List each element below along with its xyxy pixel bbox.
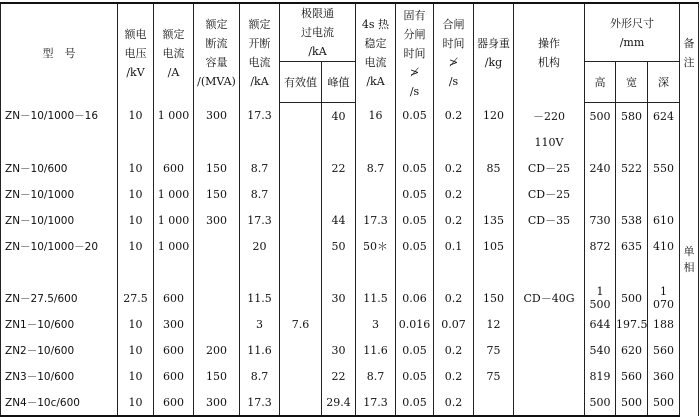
- cell-breaking-current: 3: [240, 311, 280, 337]
- cell-dim-depth: 188: [648, 311, 680, 337]
- cell-opening-time: 0.05: [396, 337, 434, 363]
- table-row: [1, 129, 699, 155]
- cell-mechanism: [514, 233, 585, 259]
- table-row: [1, 311, 699, 337]
- header-rated-current: 额定 电流 /A: [154, 3, 194, 103]
- cell-rated-current: 600: [154, 363, 194, 389]
- cell-weight: [474, 181, 514, 207]
- cell-model: ZN－10/1000－16: [1, 103, 118, 130]
- cell-limit-rms: [280, 103, 322, 130]
- cell-dim-depth: 550: [648, 155, 680, 181]
- cell-limit-peak: 40: [322, 103, 356, 130]
- cell-breaking-current: [240, 259, 280, 285]
- cell-dim-height: 240: [585, 155, 616, 181]
- cell-thermal-4s: 11.6: [356, 337, 396, 363]
- header-limit-current: 极限通 过电流 /kA: [280, 3, 356, 62]
- cell-closing-time: 0.2: [434, 155, 474, 181]
- cell-opening-time: 0.05: [396, 207, 434, 233]
- cell-mechanism: CD－25: [514, 155, 585, 181]
- cell-dim-width: 522: [616, 155, 648, 181]
- cell-breaking-capacity: 150: [194, 363, 240, 389]
- cell-rated-voltage: 10: [118, 103, 154, 130]
- cell-breaking-capacity: 150: [194, 181, 240, 207]
- cell-weight: 135: [474, 207, 514, 233]
- cell-opening-time: [396, 259, 434, 285]
- cell-dim-height: 730: [585, 207, 616, 233]
- cell-model: ZN－10/600: [1, 155, 118, 181]
- cell-closing-time: 0.2: [434, 285, 474, 311]
- cell-dim-width: 197.5: [616, 311, 648, 337]
- cell-limit-peak: 30: [322, 285, 356, 311]
- cell-dim-height: 819: [585, 363, 616, 389]
- cell-model: [1, 129, 118, 155]
- cell-closing-time: 0.2: [434, 337, 474, 363]
- cell-dim-width: 538: [616, 207, 648, 233]
- cell-thermal-4s: 8.7: [356, 363, 396, 389]
- cell-breaking-current: 8.7: [240, 181, 280, 207]
- cell-closing-time: [434, 259, 474, 285]
- cell-breaking-capacity: [194, 259, 240, 285]
- cell-rated-voltage: [118, 129, 154, 155]
- cell-breaking-current: [240, 129, 280, 155]
- cell-dim-height: [585, 181, 616, 207]
- cell-breaking-capacity: 300: [194, 389, 240, 416]
- cell-weight: 105: [474, 233, 514, 259]
- header-limit-peak: 峰值: [322, 62, 356, 103]
- cell-mechanism: [514, 363, 585, 389]
- cell-closing-time: 0.2: [434, 207, 474, 233]
- cell-mechanism: CD－35: [514, 207, 585, 233]
- cell-closing-time: 0.1: [434, 233, 474, 259]
- cell-breaking-current: 8.7: [240, 363, 280, 389]
- cell-dim-height: 644: [585, 311, 616, 337]
- cell-breaking-capacity: [194, 129, 240, 155]
- cell-dim-height: 500: [585, 389, 616, 416]
- cell-opening-time: 0.05: [396, 389, 434, 416]
- cell-limit-peak: [322, 259, 356, 285]
- table-row: [1, 207, 699, 233]
- cell-dim-depth: 560: [648, 337, 680, 363]
- cell-weight: [474, 129, 514, 155]
- cell-model: ZN4－10c/600: [1, 389, 118, 416]
- cell-weight: 75: [474, 337, 514, 363]
- cell-thermal-4s: 3: [356, 311, 396, 337]
- header-dim-height: 高: [585, 62, 616, 103]
- cell-dim-width: 500: [616, 285, 648, 311]
- cell-weight: 150: [474, 285, 514, 311]
- cell-rated-current: 1 000: [154, 207, 194, 233]
- cell-breaking-current: 17.3: [240, 103, 280, 130]
- cell-limit-rms: [280, 389, 322, 416]
- cell-thermal-4s: 8.7: [356, 155, 396, 181]
- cell-dim-width: 580: [616, 103, 648, 130]
- cell-model: ZN－10/1000: [1, 181, 118, 207]
- cell-limit-rms: [280, 233, 322, 259]
- cell-mechanism: CD－40G: [514, 285, 585, 311]
- cell-limit-peak: 44: [322, 207, 356, 233]
- cell-model: [1, 259, 118, 285]
- cell-dim-depth: 360: [648, 363, 680, 389]
- cell-rated-current: 600: [154, 337, 194, 363]
- cell-dim-height: 500: [585, 103, 616, 130]
- cell-closing-time: [434, 129, 474, 155]
- table-row: [1, 181, 699, 207]
- cell-thermal-4s: 50＊: [356, 233, 396, 259]
- cell-thermal-4s: 17.3: [356, 207, 396, 233]
- table-row: [1, 363, 699, 389]
- cell-opening-time: 0.05: [396, 363, 434, 389]
- cell-mechanism: [514, 389, 585, 416]
- cell-closing-time: 0.2: [434, 181, 474, 207]
- cell-dim-width: 635: [616, 233, 648, 259]
- cell-mechanism: [514, 337, 585, 363]
- cell-opening-time: 0.06: [396, 285, 434, 311]
- cell-breaking-capacity: [194, 285, 240, 311]
- header-opening-time: 固有 分闸 时间 ≯ /s: [396, 3, 434, 103]
- cell-dim-height: 1 500: [585, 285, 616, 311]
- cell-model: ZN3－10/600: [1, 363, 118, 389]
- cell-opening-time: 0.05: [396, 233, 434, 259]
- cell-rated-voltage: 10: [118, 337, 154, 363]
- cell-dim-depth: 624: [648, 103, 680, 130]
- table-row: [1, 389, 699, 416]
- cell-dim-height: [585, 129, 616, 155]
- cell-weight: 85: [474, 155, 514, 181]
- cell-weight: 12: [474, 311, 514, 337]
- cell-dim-height: [585, 259, 616, 285]
- cell-limit-peak: [322, 129, 356, 155]
- cell-note: 单相: [680, 103, 699, 417]
- header-weight: 器身重 /kg: [474, 3, 514, 103]
- cell-limit-peak: 30: [322, 337, 356, 363]
- cell-rated-current: 600: [154, 389, 194, 416]
- cell-mechanism: CD－25: [514, 181, 585, 207]
- cell-breaking-current: 11.5: [240, 285, 280, 311]
- cell-rated-current: 300: [154, 311, 194, 337]
- header-dimensions: 外形尺寸 /mm: [585, 3, 680, 62]
- header-breaking-capacity: 额定 断流 容量 /(MVA): [194, 3, 240, 103]
- cell-model: ZN－10/1000: [1, 207, 118, 233]
- cell-limit-rms: [280, 181, 322, 207]
- cell-rated-voltage: 10: [118, 389, 154, 416]
- cell-mechanism: 110V: [514, 129, 585, 155]
- cell-rated-voltage: [118, 259, 154, 285]
- cell-limit-rms: [280, 129, 322, 155]
- cell-breaking-capacity: 300: [194, 103, 240, 130]
- cell-dim-depth: 1 070: [648, 285, 680, 311]
- cell-thermal-4s: 16: [356, 103, 396, 130]
- header-breaking-current: 额定 开断 电流 /kA: [240, 3, 280, 103]
- cell-rated-current: 600: [154, 155, 194, 181]
- cell-limit-rms: [280, 155, 322, 181]
- cell-rated-current: [154, 259, 194, 285]
- cell-breaking-capacity: 300: [194, 207, 240, 233]
- cell-limit-rms: [280, 363, 322, 389]
- cell-model: ZN－10/1000－20: [1, 233, 118, 259]
- cell-rated-current: [154, 129, 194, 155]
- cell-rated-voltage: 10: [118, 363, 154, 389]
- cell-limit-rms: [280, 337, 322, 363]
- cell-model: ZN2－10/600: [1, 337, 118, 363]
- cell-rated-voltage: 10: [118, 155, 154, 181]
- cell-dim-width: 560: [616, 363, 648, 389]
- cell-rated-voltage: 10: [118, 311, 154, 337]
- cell-opening-time: 0.05: [396, 103, 434, 130]
- cell-limit-peak: 29.4: [322, 389, 356, 416]
- cell-dim-depth: [648, 259, 680, 285]
- cell-dim-depth: [648, 181, 680, 207]
- header-note: 备注: [680, 3, 699, 103]
- cell-thermal-4s: 11.5: [356, 285, 396, 311]
- cell-opening-time: 0.05: [396, 181, 434, 207]
- cell-dim-depth: 410: [648, 233, 680, 259]
- cell-dim-width: 500: [616, 389, 648, 416]
- cell-rated-voltage: 10: [118, 233, 154, 259]
- cell-opening-time: [396, 129, 434, 155]
- cell-limit-rms: [280, 285, 322, 311]
- cell-dim-depth: 500: [648, 389, 680, 416]
- cell-mechanism: [514, 259, 585, 285]
- cell-mechanism: －220: [514, 103, 585, 130]
- header-rated-voltage: 额电 电压 /kV: [118, 3, 154, 103]
- cell-limit-rms: [280, 207, 322, 233]
- cell-dim-width: [616, 181, 648, 207]
- cell-opening-time: 0.05: [396, 155, 434, 181]
- cell-closing-time: 0.2: [434, 363, 474, 389]
- cell-rated-voltage: 27.5: [118, 285, 154, 311]
- header-closing-time: 合闸 时间 ≯ /s: [434, 3, 474, 103]
- cell-weight: 120: [474, 103, 514, 130]
- cell-limit-peak: 50: [322, 233, 356, 259]
- header-model: 型 号: [1, 3, 118, 103]
- cell-limit-rms: 7.6: [280, 311, 322, 337]
- cell-breaking-current: 8.7: [240, 155, 280, 181]
- cell-model: ZN－27.5/600: [1, 285, 118, 311]
- cell-opening-time: 0.016: [396, 311, 434, 337]
- header-dim-depth: 深: [648, 62, 680, 103]
- header-thermal-4s: 4s 热 稳定 电流 /kA: [356, 3, 396, 103]
- cell-thermal-4s: [356, 129, 396, 155]
- cell-thermal-4s: 17.3: [356, 389, 396, 416]
- cell-dim-width: 620: [616, 337, 648, 363]
- header-limit-rms: 有效值: [280, 62, 322, 103]
- table-row: [1, 233, 699, 259]
- cell-limit-peak: 22: [322, 363, 356, 389]
- cell-limit-peak: 22: [322, 155, 356, 181]
- cell-weight: [474, 389, 514, 416]
- cell-breaking-capacity: [194, 233, 240, 259]
- cell-dim-width: [616, 259, 648, 285]
- cell-weight: [474, 259, 514, 285]
- cell-breaking-current: 20: [240, 233, 280, 259]
- cell-dim-width: [616, 129, 648, 155]
- header-mechanism: 操作 机构: [514, 3, 585, 103]
- cell-thermal-4s: [356, 181, 396, 207]
- cell-rated-voltage: 10: [118, 207, 154, 233]
- cell-breaking-capacity: 200: [194, 337, 240, 363]
- cell-closing-time: 0.2: [434, 103, 474, 130]
- cell-closing-time: 0.2: [434, 389, 474, 416]
- cell-limit-rms: [280, 259, 322, 285]
- cell-dim-height: 540: [585, 337, 616, 363]
- cell-breaking-current: 11.6: [240, 337, 280, 363]
- cell-closing-time: 0.07: [434, 311, 474, 337]
- cell-weight: 75: [474, 363, 514, 389]
- table-row: [1, 155, 699, 181]
- table-row: [1, 103, 699, 130]
- cell-breaking-current: 17.3: [240, 389, 280, 416]
- cell-limit-peak: [322, 311, 356, 337]
- cell-rated-voltage: 10: [118, 181, 154, 207]
- cell-breaking-capacity: [194, 311, 240, 337]
- cell-dim-height: 872: [585, 233, 616, 259]
- table-row: [1, 259, 699, 285]
- header-dim-width: 宽: [616, 62, 648, 103]
- table-row: [1, 337, 699, 363]
- cell-mechanism: [514, 311, 585, 337]
- cell-model: ZN1－10/600: [1, 311, 118, 337]
- cell-rated-current: 1 000: [154, 181, 194, 207]
- cell-breaking-current: 17.3: [240, 207, 280, 233]
- cell-limit-peak: [322, 181, 356, 207]
- vacuum-breaker-spec-table: [0, 2, 699, 417]
- cell-rated-current: 600: [154, 285, 194, 311]
- cell-thermal-4s: [356, 259, 396, 285]
- cell-breaking-capacity: 150: [194, 155, 240, 181]
- cell-rated-current: 1 000: [154, 103, 194, 130]
- cell-dim-depth: [648, 129, 680, 155]
- cell-rated-current: 1 000: [154, 233, 194, 259]
- table-row: [1, 285, 699, 311]
- cell-dim-depth: 610: [648, 207, 680, 233]
